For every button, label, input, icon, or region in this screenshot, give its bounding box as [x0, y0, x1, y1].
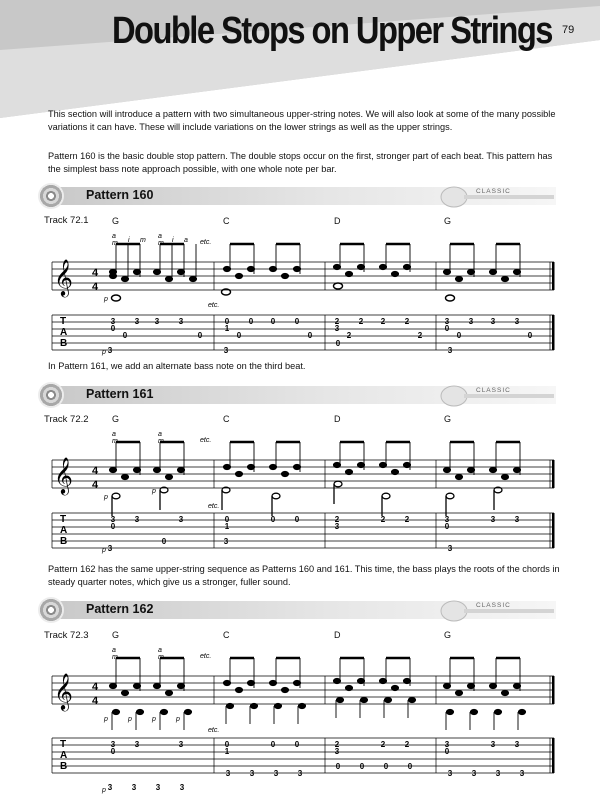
svg-text:p: p [104, 494, 108, 501]
chord-symbol: G [444, 216, 452, 226]
staff-and-tab [40, 626, 560, 798]
svg-text:4: 4 [92, 479, 99, 491]
svg-text:1: 1 [224, 522, 230, 531]
svg-text:0: 0 [456, 331, 462, 340]
svg-text:a: a [112, 647, 116, 654]
svg-text:3: 3 [490, 515, 496, 524]
svg-text:2: 2 [404, 515, 410, 524]
svg-text:4: 4 [92, 281, 99, 293]
svg-text:0: 0 [110, 324, 116, 333]
classic-guitar-icon [440, 595, 556, 623]
svg-text:0: 0 [224, 740, 230, 749]
svg-text:3: 3 [134, 515, 140, 524]
svg-text:3: 3 [297, 769, 303, 778]
chord-symbol: G [444, 630, 452, 640]
svg-text:0: 0 [294, 317, 300, 326]
svg-text:3: 3 [514, 515, 520, 524]
chord-symbol: G [444, 414, 452, 424]
svg-text:4: 4 [92, 465, 99, 477]
classic-badge: CLASSIC [476, 602, 511, 609]
svg-text:3: 3 [273, 769, 279, 778]
svg-text:3: 3 [447, 769, 453, 778]
svg-text:etc.: etc. [200, 653, 212, 660]
svg-text:p: p [102, 349, 106, 356]
svg-text:1: 1 [224, 324, 230, 333]
svg-text:3: 3 [514, 317, 520, 326]
music-system-162 [40, 626, 560, 798]
svg-text:1: 1 [224, 747, 230, 756]
chord-symbol: G [112, 414, 120, 424]
svg-text:0: 0 [359, 762, 365, 771]
svg-text:0: 0 [444, 747, 450, 756]
svg-text:0: 0 [527, 331, 533, 340]
svg-text:0: 0 [294, 740, 300, 749]
svg-text:𝄞: 𝄞 [54, 673, 73, 709]
svg-text:3: 3 [334, 522, 340, 531]
svg-text:m: m [112, 240, 118, 247]
svg-text:A: A [60, 525, 68, 536]
svg-text:3: 3 [134, 317, 140, 326]
staff-and-tab [40, 410, 560, 560]
svg-text:T: T [60, 739, 67, 750]
svg-text:p: p [152, 488, 156, 495]
svg-text:0: 0 [248, 317, 254, 326]
svg-text:3: 3 [490, 317, 496, 326]
svg-text:4: 4 [92, 267, 99, 279]
svg-text:3: 3 [223, 537, 229, 546]
svg-text:a: a [158, 647, 162, 654]
svg-text:3: 3 [154, 317, 160, 326]
svg-text:2: 2 [404, 317, 410, 326]
pattern-161-header [38, 382, 556, 408]
svg-text:B: B [60, 761, 68, 772]
svg-text:3: 3 [334, 747, 340, 756]
pattern-160-header [38, 183, 556, 209]
svg-text:etc.: etc. [208, 727, 220, 734]
svg-text:3: 3 [131, 783, 137, 792]
pattern-label: Pattern 162 [86, 602, 154, 616]
svg-text:p: p [104, 716, 108, 723]
svg-text:𝄞: 𝄞 [54, 259, 73, 295]
svg-text:0: 0 [444, 522, 450, 531]
svg-text:3: 3 [107, 783, 113, 792]
svg-text:0: 0 [270, 740, 276, 749]
svg-text:2: 2 [404, 740, 410, 749]
svg-text:2: 2 [358, 317, 364, 326]
svg-text:3: 3 [468, 317, 474, 326]
pattern-label: Pattern 161 [86, 387, 154, 401]
chord-symbol: G [112, 630, 120, 640]
track-label: Track 72.2 [44, 414, 89, 425]
svg-text:T: T [60, 316, 67, 327]
svg-text:2: 2 [346, 331, 352, 340]
svg-text:3: 3 [444, 515, 450, 524]
svg-text:3: 3 [334, 324, 340, 333]
svg-text:m: m [158, 654, 164, 661]
svg-text:2: 2 [334, 317, 340, 326]
svg-text:0: 0 [294, 515, 300, 524]
svg-text:a: a [158, 431, 162, 438]
svg-text:m: m [158, 240, 164, 247]
music-system-161 [40, 410, 560, 560]
svg-text:4: 4 [92, 695, 99, 707]
svg-text:0: 0 [224, 515, 230, 524]
chord-symbol: D [334, 630, 341, 640]
svg-text:0: 0 [110, 747, 116, 756]
svg-text:3: 3 [110, 515, 116, 524]
svg-text:3: 3 [444, 317, 450, 326]
svg-text:0: 0 [197, 331, 203, 340]
svg-text:3: 3 [447, 346, 453, 355]
svg-text:3: 3 [447, 544, 453, 553]
track-label: Track 72.3 [44, 630, 89, 641]
classic-badge: CLASSIC [476, 188, 511, 195]
track-label: Track 72.1 [44, 215, 89, 226]
svg-text:etc.: etc. [200, 239, 212, 246]
svg-text:3: 3 [225, 769, 231, 778]
svg-text:3: 3 [490, 740, 496, 749]
cd-icon [38, 597, 64, 623]
svg-text:0: 0 [335, 762, 341, 771]
svg-text:i: i [172, 237, 174, 244]
page-number: 79 [562, 24, 575, 36]
intro-paragraph: This section will introduce a pattern with two simultaneous upper-string notes. We will also look at some of the many possible variations it can have. These will include variations on the lower strings as well as the upper strings. [48, 109, 556, 133]
svg-text:m: m [112, 438, 118, 445]
chord-symbol: D [334, 414, 341, 424]
svg-text:B: B [60, 536, 68, 547]
svg-text:3: 3 [107, 346, 113, 355]
svg-text:2: 2 [380, 515, 386, 524]
svg-text:0: 0 [122, 331, 128, 340]
svg-text:p: p [102, 787, 106, 794]
svg-text:2: 2 [334, 515, 340, 524]
classic-guitar-icon [440, 380, 556, 408]
svg-text:3: 3 [514, 740, 520, 749]
svg-text:0: 0 [444, 324, 450, 333]
staff-and-tab [40, 212, 560, 362]
svg-text:3: 3 [495, 769, 501, 778]
svg-text:0: 0 [335, 339, 341, 348]
svg-text:m: m [140, 237, 146, 244]
cd-icon [38, 382, 64, 408]
svg-text:0: 0 [270, 317, 276, 326]
svg-text:0: 0 [407, 762, 413, 771]
svg-text:3: 3 [223, 346, 229, 355]
svg-text:4: 4 [92, 681, 99, 693]
svg-text:m: m [112, 654, 118, 661]
svg-text:3: 3 [178, 317, 184, 326]
svg-text:3: 3 [134, 740, 140, 749]
svg-text:2: 2 [334, 740, 340, 749]
svg-text:a: a [112, 233, 116, 240]
chord-symbol: D [334, 216, 341, 226]
svg-text:etc.: etc. [208, 503, 220, 510]
chord-symbol: C [223, 414, 230, 424]
chord-symbol: C [223, 630, 230, 640]
svg-text:2: 2 [417, 331, 423, 340]
music-system-160 [40, 212, 560, 362]
svg-text:3: 3 [155, 783, 161, 792]
svg-text:etc.: etc. [200, 437, 212, 444]
pattern-160-paragraph: Pattern 160 is the basic double stop pattern. The double stops occur on the first, stronger part of each beat. This pattern has the simplest bass note approach possible, with one whole note per bar. [48, 151, 553, 175]
svg-text:0: 0 [224, 317, 230, 326]
svg-text:0: 0 [236, 331, 242, 340]
pattern-161-paragraph: In Pattern 161, we add an alternate bass note on the third beat. [48, 361, 306, 371]
svg-text:p: p [176, 716, 180, 723]
chord-symbol: G [112, 216, 120, 226]
svg-text:3: 3 [444, 740, 450, 749]
svg-text:3: 3 [519, 769, 525, 778]
svg-text:3: 3 [107, 544, 113, 553]
svg-text:0: 0 [383, 762, 389, 771]
svg-text:T: T [60, 514, 67, 525]
svg-text:𝄞: 𝄞 [54, 457, 73, 493]
svg-text:a: a [184, 237, 188, 244]
svg-text:p: p [104, 296, 108, 303]
svg-text:p: p [152, 716, 156, 723]
svg-text:A: A [60, 327, 68, 338]
chord-symbol: C [223, 216, 230, 226]
svg-text:a: a [112, 431, 116, 438]
svg-text:0: 0 [161, 537, 167, 546]
svg-text:0: 0 [307, 331, 313, 340]
classic-badge: CLASSIC [476, 387, 511, 394]
svg-text:a: a [158, 233, 162, 240]
page-title: Double Stops on Upper Strings [112, 10, 552, 52]
pattern-162-paragraph: Pattern 162 has the same upper-string sequence as Patterns 160 and 161. This time, the bass plays the roots of the chords in steady quarter notes, which give us a stronger, fuller sound. [48, 564, 560, 588]
svg-text:p: p [128, 716, 132, 723]
svg-text:3: 3 [110, 740, 116, 749]
svg-text:3: 3 [110, 317, 116, 326]
svg-text:B: B [60, 338, 68, 349]
svg-text:2: 2 [380, 317, 386, 326]
svg-text:2: 2 [380, 740, 386, 749]
svg-text:0: 0 [270, 515, 276, 524]
svg-text:A: A [60, 750, 68, 761]
svg-text:etc.: etc. [208, 302, 220, 309]
svg-text:m: m [158, 438, 164, 445]
svg-text:3: 3 [178, 740, 184, 749]
svg-text:p: p [102, 547, 106, 554]
cd-icon [38, 183, 64, 209]
svg-text:0: 0 [110, 522, 116, 531]
svg-text:i: i [128, 237, 130, 244]
pattern-label: Pattern 160 [86, 188, 154, 202]
svg-text:3: 3 [249, 769, 255, 778]
classic-guitar-icon [440, 181, 556, 209]
pattern-162-header [38, 597, 556, 623]
svg-text:3: 3 [179, 783, 185, 792]
svg-text:3: 3 [471, 769, 477, 778]
svg-text:3: 3 [178, 515, 184, 524]
